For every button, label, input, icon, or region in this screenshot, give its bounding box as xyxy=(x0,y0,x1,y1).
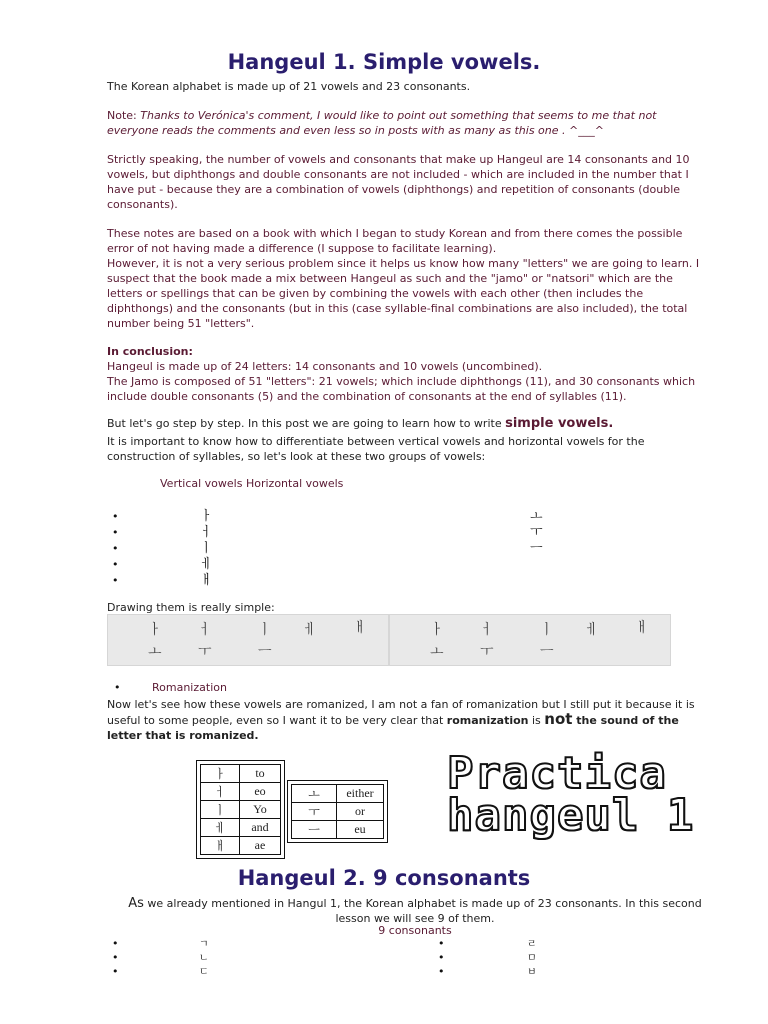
handwriting-photo xyxy=(389,614,671,666)
drawing-label: Drawing them is really simple: xyxy=(107,601,275,614)
vowel-glyph: ㅡ xyxy=(530,541,543,556)
notes-paragraph-2: However, it is not a very serious problem since it helps us know how many "letters" we are going to learn. I suspect that the book made a mix between Hangeul as such and the "jamo" or "natsori" which are the letters or spellings that can be given by combining the vowels with each other (then includes the diphthongs) and the consonants (but in this (case syllable-final combinations are also included), the total number being 51 "letters". xyxy=(107,257,700,330)
note-text: Thanks to Verónica's comment, I would like to point out something that seems to me that not everyone reads the comments and even less so in posts with as many as this one . ^___^ xyxy=(107,109,657,137)
hand-glyph: ㅔ xyxy=(585,622,599,638)
roman-table xyxy=(200,764,281,855)
table-row xyxy=(201,837,281,855)
hand-glyph: ㅗ xyxy=(148,644,162,660)
bullet: • xyxy=(112,574,119,587)
bullet: • xyxy=(114,681,121,694)
notes-paragraph-1: These notes are based on a book with which I began to study Korean and from there comes the possible error of not having made a difference (I suppose to facilitate learning). xyxy=(107,227,683,255)
hand-glyph: ㅔ xyxy=(303,622,317,638)
vowel-glyph: ㅣ xyxy=(200,541,213,556)
table-row xyxy=(201,819,281,837)
bullet: • xyxy=(112,526,119,539)
hand-glyph: ㅓ xyxy=(198,622,212,638)
consonant-glyph: ㄷ xyxy=(199,967,209,978)
bullet: • xyxy=(112,510,119,523)
bullet: • xyxy=(112,951,119,964)
conclusion-1: Hangeul is made up of 24 letters: 14 consonants and 10 vowels (uncombined). xyxy=(107,360,543,373)
romanization-paragraph xyxy=(107,697,707,743)
hand-glyph: ㅏ xyxy=(430,622,444,638)
consonant-glyph: ㄱ xyxy=(199,939,209,950)
table-row xyxy=(292,785,384,803)
hand-glyph: ㅐ xyxy=(353,620,367,636)
romanization-bold-2: the sound of the letter that is romanized. xyxy=(107,714,679,742)
vowel-glyph: ㅏ xyxy=(200,509,213,524)
vertical-roman-table xyxy=(196,760,285,859)
h2-intro-text: we already mentioned in Hangul 1, the Korean alphabet is made up of 23 consonants. In this second lesson we will see 9 of them. xyxy=(143,897,702,925)
hand-glyph: ㅜ xyxy=(480,644,494,660)
bullet: • xyxy=(112,542,119,555)
hand-glyph: ㅣ xyxy=(258,622,272,638)
consonant-glyph: ㅁ xyxy=(527,953,537,964)
table-cell: ae xyxy=(240,837,281,855)
hand-glyph: ㅐ xyxy=(635,620,649,636)
h2-intro xyxy=(120,896,710,926)
note-label: Note: xyxy=(107,109,141,122)
hand-glyph: ㅏ xyxy=(148,622,162,638)
romanization-not: not xyxy=(544,710,573,728)
table-cell: eu xyxy=(337,821,384,839)
bullet: • xyxy=(112,558,119,571)
bullet: • xyxy=(112,937,119,950)
section-title-2: Hangeul 2. 9 consonants xyxy=(237,866,531,890)
hand-glyph: ㅗ xyxy=(430,644,444,660)
table-cell: ㅣ xyxy=(201,801,240,819)
table-cell: and xyxy=(240,819,281,837)
table-cell: ㅡ xyxy=(292,821,337,839)
vowel-glyph: ㅗ xyxy=(530,509,543,524)
vowel-glyph: ㅐ xyxy=(200,573,213,588)
vowels-header: Vertical vowels Horizontal vowels xyxy=(160,477,344,490)
conclusion-label: In conclusion: xyxy=(107,345,193,358)
table-cell: or xyxy=(337,803,384,821)
table-cell: Yo xyxy=(240,801,281,819)
hand-glyph: ㅜ xyxy=(198,644,212,660)
bullet: • xyxy=(438,937,445,950)
intro-text: The Korean alphabet is made up of 21 vowels and 23 consonants. xyxy=(107,80,471,93)
bullet: • xyxy=(438,951,445,964)
table-row xyxy=(292,821,384,839)
table-cell: ㅗ xyxy=(292,785,337,803)
table-cell: ㅓ xyxy=(201,783,240,801)
hand-glyph: ㅡ xyxy=(258,644,272,660)
romanization-label: Romanization xyxy=(152,681,227,694)
note-paragraph xyxy=(107,108,707,138)
romanization-is: is xyxy=(528,714,545,727)
handwriting-photo xyxy=(107,614,389,666)
table-cell: ㅐ xyxy=(201,837,240,855)
table-row xyxy=(201,765,281,783)
roman-table xyxy=(291,784,384,839)
table-cell: either xyxy=(337,785,384,803)
consonants-label: 9 consonants xyxy=(378,924,452,937)
bullet: • xyxy=(112,965,119,978)
step-paragraph-2: It is important to know how to differentiate between vertical vowels and horizontal vowels for the construction of syllables, so let's look at these two groups of vowels: xyxy=(107,435,645,463)
practica-image-line1: Practica xyxy=(447,748,667,799)
h2-intro-big: As xyxy=(128,896,144,911)
consonant-glyph: ㅂ xyxy=(527,967,537,978)
vowel-glyph: ㅜ xyxy=(530,525,543,540)
page-title: Hangeul 1. Simple vowels. xyxy=(227,50,541,74)
consonant-glyph: ㄹ xyxy=(527,939,537,950)
practica-image-line2: hangeul 1 xyxy=(447,790,695,841)
table-cell: ㅜ xyxy=(292,803,337,821)
table-cell: ㅏ xyxy=(201,765,240,783)
strict-paragraph: Strictly speaking, the number of vowels and consonants that make up Hangeul are 14 consonants and 10 vowels, but diphthongs and double consonants are not included - which are included in the number that I have put - because they are a combination of vowels (diphthongs) and repetition of consonants (double consonants). xyxy=(107,153,690,211)
vowel-glyph: ㅔ xyxy=(200,557,213,572)
table-row xyxy=(201,801,281,819)
step-highlight: simple vowels. xyxy=(505,416,614,431)
step-text: But let's go step by step. In this post we are going to learn how to write xyxy=(107,417,506,430)
table-cell: ㅔ xyxy=(201,819,240,837)
bullet: • xyxy=(438,965,445,978)
hand-glyph: ㅓ xyxy=(480,622,494,638)
romanization-text: Now let's see how these vowels are romanized, I am not a fan of romanization but I still put it because it is useful to some people, even so I want it to be very clear that xyxy=(107,698,695,727)
hand-glyph: ㅣ xyxy=(540,622,554,638)
conclusion-2: The Jamo is composed of 51 "letters": 21 vowels; which include diphthongs (11), and 30 consonants which include double consonants (5) and the combination of consonants at the end of syllables (11). xyxy=(107,375,696,403)
table-row xyxy=(292,803,384,821)
romanization-bold: romanization xyxy=(446,714,529,727)
vowel-glyph: ㅓ xyxy=(200,525,213,540)
table-cell: eo xyxy=(240,783,281,801)
table-row xyxy=(201,783,281,801)
table-cell: to xyxy=(240,765,281,783)
step-paragraph xyxy=(107,416,707,431)
consonant-glyph: ㄴ xyxy=(199,953,209,964)
horizontal-roman-table xyxy=(287,780,388,843)
hand-glyph: ㅡ xyxy=(540,644,554,660)
